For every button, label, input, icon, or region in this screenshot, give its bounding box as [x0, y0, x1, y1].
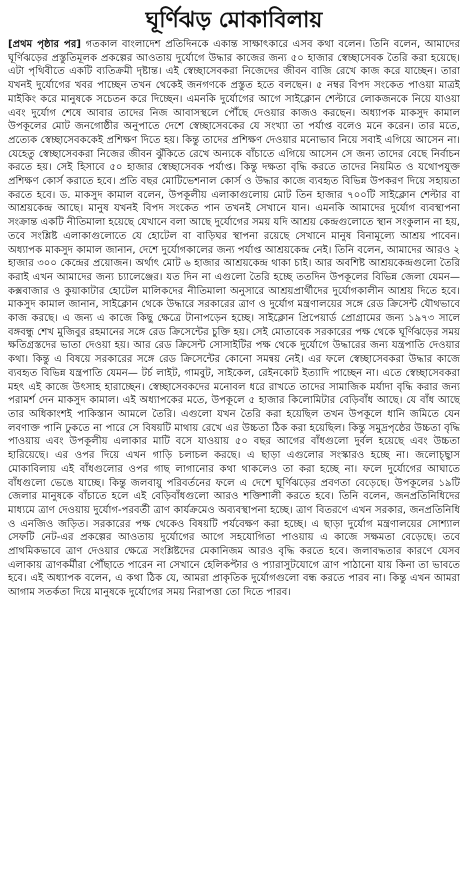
article-body [8, 38, 460, 881]
continuation-tag: [প্রথম পৃষ্ঠার পর] [8, 39, 82, 50]
article-paragraph [8, 38, 460, 600]
article-headline: ঘূর্ণিঝড় মোকাবিলায় [145, 8, 323, 33]
paragraph-text: গতকাল বাংলাদেশ প্রতিদিনকে একান্ত সাক্ষাৎকারে এসব কথা বলেন। তিনি বলেন, আমাদের ঘূর্ণিঝড়ের প্রস্তুতিমূলক প্রকল্পের আওতায় দুর্যোগে উদ্ধার কাজের জন্য ৫০ হাজার স্বেচ্ছাসেবক তৈরি করা হয়েছে। এটা পৃথিবীতে একটি ব্যতিক্রমী দৃষ্টান্ত। এই স্বেচ্ছাসেবকরা নিজেদের জীবন বাজি রেখে কাজ করে যাচ্ছেন। তারা যখনই দুর্যোগের খবর পাচ্ছেন তখন থেকেই জনগণকে প্রস্তুত হতে বলছেন। ৫ নম্বর বিপদ সংকেত পাওয়া মাত্রই মাইকিং করে মানুষকে সচেতন করে দিচ্ছেন। এমনকি দুর্যোগের আগে সাইক্লোন শেল্টারে লোকজনকে নিয়ে যাওয়া এবং দুর্যোগ শেষে আবার তাদের নিজ আবাসস্থলে পৌঁছে দেওয়ার কাজও করছেন। অধ্যাপক মাকসুদ কামাল উপকূলের মোট জনগোষ্ঠীর অনুপাতে দেশে স্বেচ্ছাসেবকের যে সংখ্যা তা পর্যাপ্ত বলেও মনে করেন। তার মতে, প্রত্যেক স্বেচ্ছাসেবককেই প্রশিক্ষণ দিতে হয়। কিন্তু তাদের প্রশিক্ষণ দেওয়ার মনোভাব নিয়ে সবাই এগিয়ে আসেন না। যেহেতু স্বেচ্ছাসেবকরা নিজের জীবন ঝুঁকিতে রেখে অন্যকে বাঁচাতে এগিয়ে আসেন সে জন্য তাদের বেছে নির্বাচন করতে হয়। সেই হিসাবে ৫০ হাজার স্বেচ্ছাসেবক পর্যাপ্ত। কিন্তু দক্ষতা বৃদ্ধি করতে তাদের নিয়মিত ও যথোপযুক্ত প্রশিক্ষণ কোর্স করাতে হবে। প্রতি বছর মোটিভেশনাল কোর্স ও উদ্ধার কাজে ব্যবহৃত বিভিন্ন উপকরণ দিয়ে সহায়তা করতে হবে। ড. মাকসুদ কামাল বলেন, উপকূলীয় এলাকাগুলোয় মোট তিন হাজার ৭০০টি সাইক্লোন শেল্টার বা আশ্রয়কেন্দ্র আছে। মানুষ যখনই বিপদ সংকেত পান তখনই সেখানে যান। এমনকি আমাদের দুর্যোগ ব্যবস্থাপনা সংক্রান্ত একটি নীতিমালা হয়েছে যেখানে বলা আছে দুর্যোগের সময় যদি আশ্রয় কেন্দ্রগুলোতে স্থান সংকুলান না হয়, তবে সংশ্লিষ্ট এলাকাগুলোতে যে হোটেল বা বাড়িঘর স্থাপনা রয়েছে সেখানে মানুষ বিনামূল্যে আশ্রয় পাবেন। অধ্যাপক মাকসুদ কামাল জানান, দেশে দুর্যোগকালের জন্য পর্যাপ্ত আশ্রয়কেন্দ্র নেই। তিনি বলেন, আমাদের আরও ২ হাজার ৩০০ কেন্দ্রের প্রয়োজন। অর্থাৎ মোট ৬ হাজার আশ্রয়কেন্দ্র থাকা চাই। আর অবশিষ্ট আশ্রয়কেন্দ্রগুলো তৈরি করাই এখন আমাদের জন্য চ্যালেঞ্জের। যত দিন না এগুলো তৈরি হচ্ছে ততদিন উপকূলের বিভিন্ন জেলা যেমন— কক্সবাজার ও কুয়াকাটার হোটেল মালিকদের নীতিমালা অনুসারে আশ্রয়প্রার্থীদের দুর্যোগকালীন আশ্রয় দিতে হবে। মাকসুদ কামাল জানান, সাইক্লোন থেকে উদ্ধারে সরকারের ত্রাণ ও দুর্যোগ মন্ত্রণালয়ের সঙ্গে রেড ক্রিসেন্ট যৌথভাবে কাজ করছে। এ জন্য এ কাজে কিছু ক্ষেত্রে টানাপড়েন হচ্ছে। সাইক্লোন প্রিপেয়ার্ড প্রোগ্রামের জন্য ১৯৭৩ সালে বঙ্গবন্ধু শেখ মুজিবুর রহমানের সঙ্গে রেড ক্রিসেন্টের চুক্তি হয়। সেই মোতাবেক সরকারের পক্ষ থেকে ঘূর্ণিঝড়ের সময় ক্ষতিগ্রস্তদের ভাতা দেওয়া হয়। আর রেড ক্রিসেন্ট সোসাইটির পক্ষ থেকে দুর্যোগে উদ্ধারের জন্য যন্ত্রপাতি দেওয়ার কথা। কিন্তু এ বিষয়ে সরকারের সঙ্গে রেড ক্রিসেন্টের কোনো সমন্বয় নেই। এর ফলে স্বেচ্ছাসেবকরা উদ্ধার কাজে ব্যবহৃত বিভিন্ন যন্ত্রপাতি যেমন— টর্চ লাইট, গামবুট, সাইকেল, রেইনকোট ইত্যাদি পাচ্ছেন না। এতে স্বেচ্ছাসেবকরা মহৎ এই কাজে উৎসাহ হারাচ্ছেন। স্বেচ্ছাসেবকদের মনোবল ধরে রাখতে তাদের সামাজিক মর্যাদা বৃদ্ধি করার জন্য পরামর্শ দেন মাকসুদ কামাল। এই অধ্যাপকের মতে, উপকূলে ৫ হাজার কিলোমিটার বেড়িবাঁধ আছে। যে বাঁধ আছে তার অধিকাংশই পাকিস্তান আমলে তৈরি। এগুলো যখন তৈরি করা হয়েছিল তখন উপকূলে ধানি জমিতে যেন লবণাক্ত পানি ঢুকতে না পারে সে বিষয়টি মাথায় রেখে এর উচ্চতা ঠিক করা হয়েছিল। কিন্তু সমুদ্রপৃষ্ঠের উচ্চতা বৃদ্ধি পাওয়ায় এবং উপকূলীয় এলাকার মাটি বসে যাওয়ায় ৫০ বছর আগের বাঁধগুলো দুর্বল হয়েছে এবং উচ্চতা হারিয়েছে। এর ওপর দিয়ে এখন গাড়ি চলাচল করছে। এ ছাড়া এগুলোর সংস্কারও হচ্ছে না। জলোচ্ছ্বাস মোকাবিলায় এই বাঁধগুলোর ওপর গাছ লাগানোর কথা থাকলেও তা করা হচ্ছে না। ফলে দুর্যোগের আঘাতে বাঁধগুলো ভেঙে যাচ্ছে। কিন্তু জলবায়ু পরিবর্তনের ফলে এ দেশে ঘূর্ণিঝড়ের প্রবণতা বেড়েছে। উপকূলের ১৯টি জেলার মানুষকে বাঁচাতে হলে এই বেড়িবাঁধগুলো আরও শক্তিশালী করতে হবে। তিনি বলেন, জনপ্রতিনিধিদের মাধ্যমে ত্রাণ দেওয়ায় দুর্যোগ-পরবর্তী ত্রাণ কার্যক্রমেও অব্যবস্থাপনা হচ্ছে। ত্রাণ বিতরণে এখন সরকার, জনপ্রতিনিধি ও এনজিও জড়িত। সরকারের পক্ষ থেকেও বিষয়টি পর্যবেক্ষণ করা হচ্ছে। এ ছাড়া দুর্যোগ মন্ত্রণালয়ের সোশ্যাল সেফটি নেট-এর প্রকল্পের আওতায় দুর্যোগের আগে সহযোগিতা পাওয়ায় এ কাজে সক্ষমতা বেড়েছে। তবে প্রাথমিকভাবে ত্রাণ দেওয়ার ক্ষেত্রে সংশ্লিষ্টদের মেকানিজম আরও বৃদ্ধি করতে হবে। জলাবদ্ধতার কারণে যেসব এলাকায় ত্রাণকর্মীরা পৌঁছাতে পারেন না সেখানে হেলিকপ্টার ও প্যারাসুটযোগে ত্রাণ পাঠানো যায় কিনা তা ভাবতে হবে। এই অধ্যাপক বলেন, এ কথা ঠিক যে, আমরা প্রাকৃতিক দুর্যোগগুলো বন্ধ করতে পারব না। কিন্তু এখন আমরা আগাম সতর্কতা দিয়ে মানুষকে দুর্যোগের সময় নিরাপত্তা তো দিতে পারব। [8, 39, 460, 599]
